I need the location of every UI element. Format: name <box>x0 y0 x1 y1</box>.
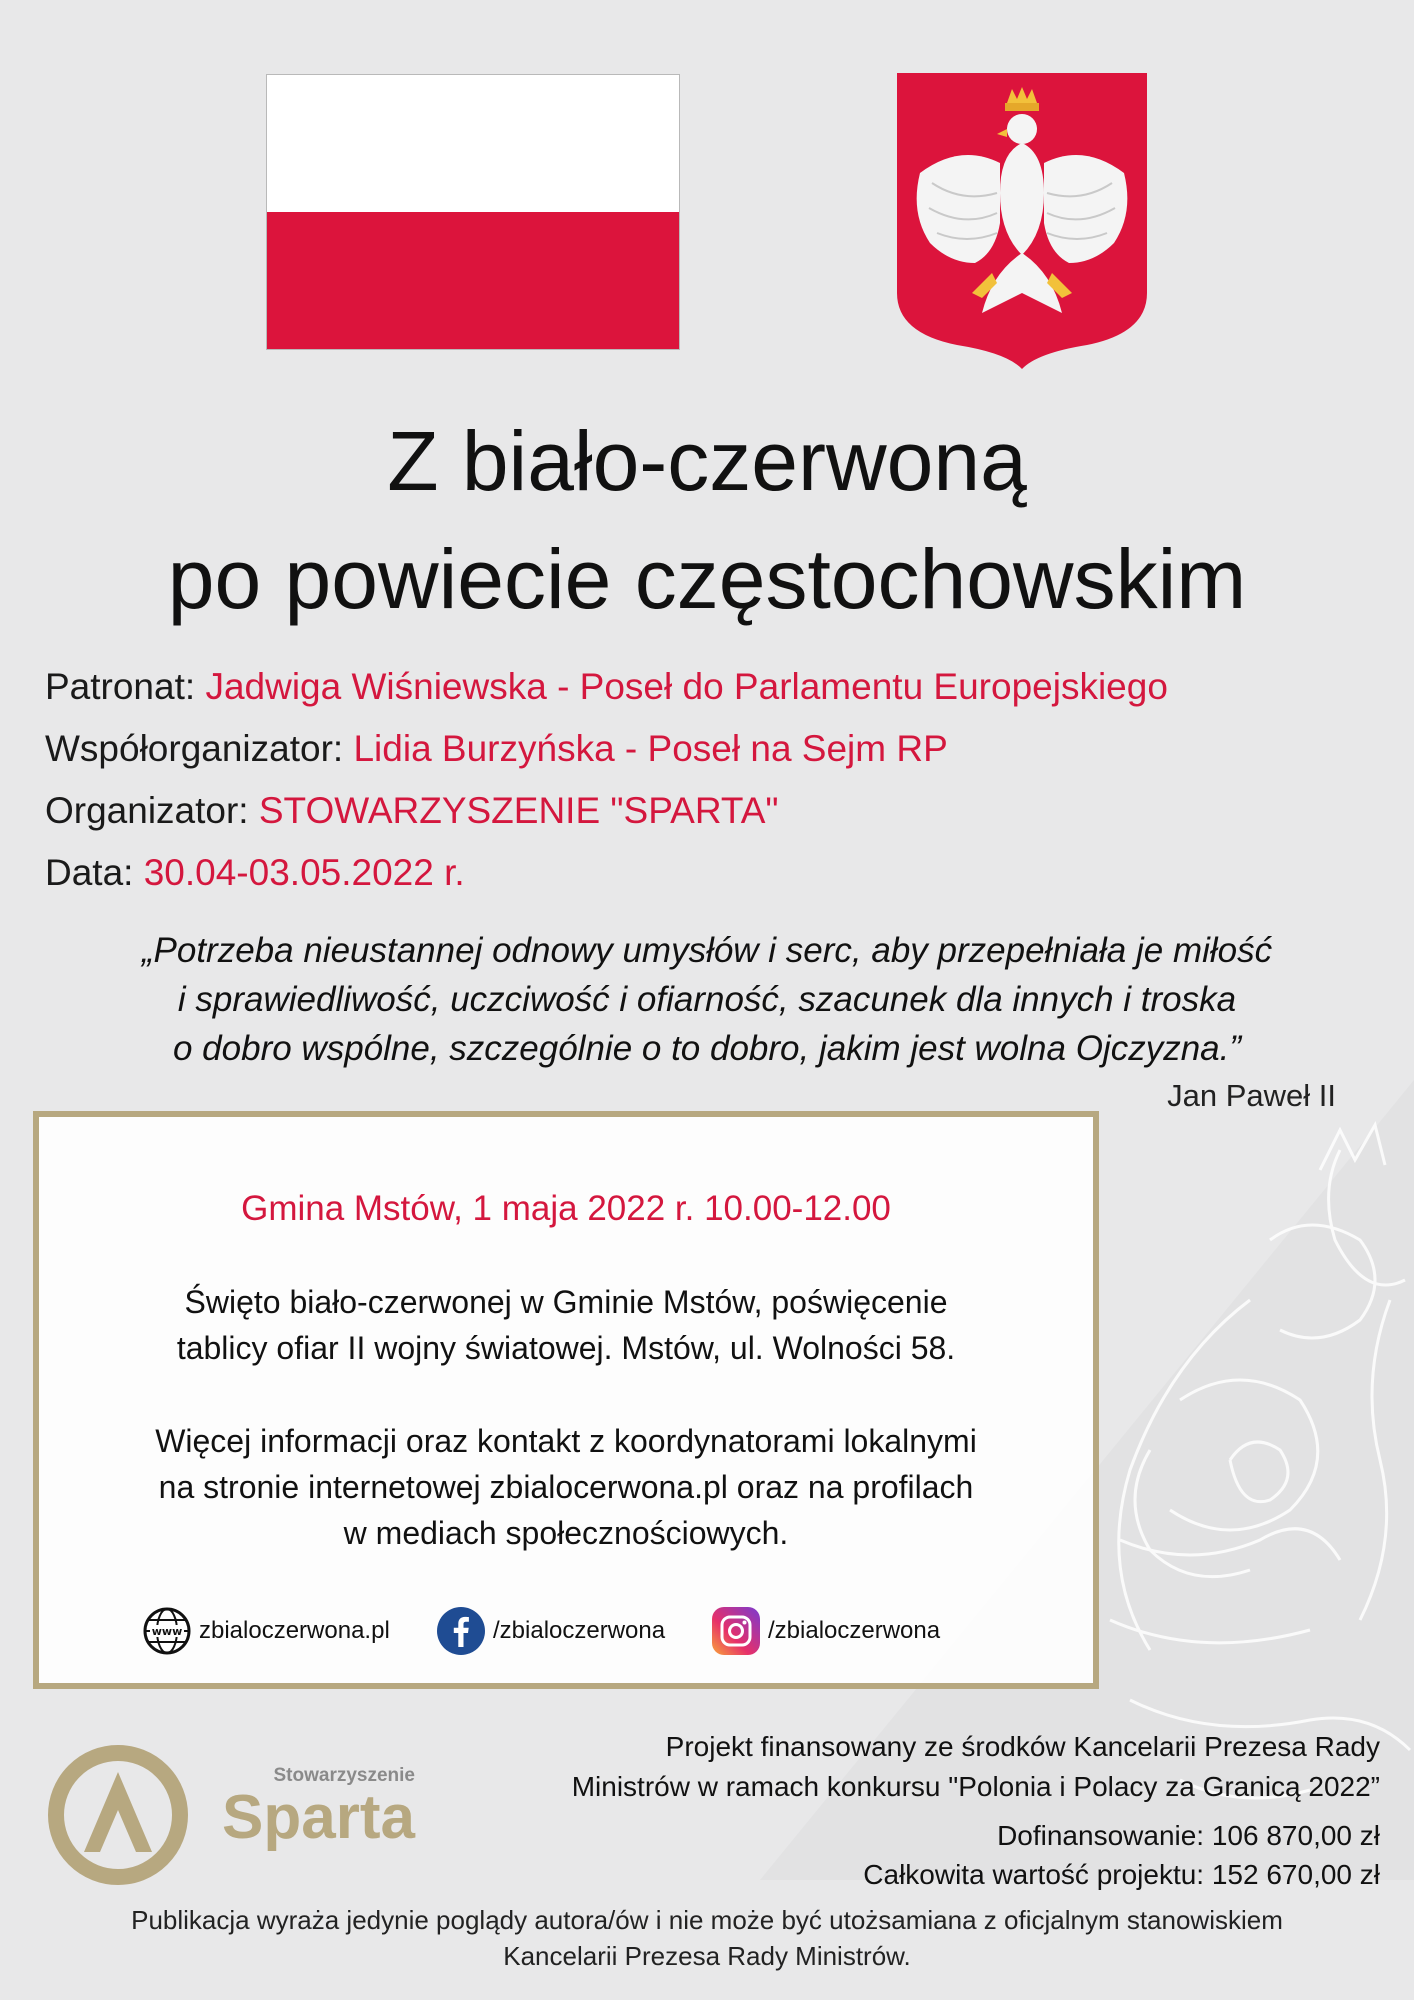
polish-coat-of-arms-icon <box>897 73 1147 369</box>
info-label: Współorganizator: <box>45 728 354 769</box>
event-description-line: tablicy ofiar II wojny światowej. Mstów, ul. Wolności 58. <box>176 1330 956 1366</box>
more-info-text <box>39 1418 1093 1556</box>
info-label: Data: <box>45 852 144 893</box>
disclaimer-line: Kancelarii Prezesa Rady Ministrów. <box>503 1941 911 1971</box>
title-line-1: Z biało-czerwoną <box>387 414 1027 508</box>
info-value: STOWARZYSZENIE "SPARTA" <box>258 790 779 831</box>
flag-white-stripe <box>267 75 679 212</box>
info-label: Patronat: <box>45 666 206 707</box>
logo-big-text: Sparta <box>222 1783 415 1852</box>
event-description <box>39 1279 1093 1371</box>
flag-red-stripe <box>267 212 679 349</box>
logo-small-text: Stowarzyszenie <box>273 1765 415 1786</box>
more-info-line: Więcej informacji oraz kontakt z koordynatorami lokalnymi <box>155 1423 977 1459</box>
instagram-link[interactable] <box>712 1606 940 1656</box>
globe-icon-text: www <box>151 1625 183 1638</box>
info-value: 30.04-03.05.2022 r. <box>143 852 465 893</box>
project-total-value: Całkowita wartość projektu: 152 670,00 zł <box>863 1859 1380 1890</box>
info-organizator <box>45 788 1405 834</box>
info-label: Organizator: <box>45 790 259 831</box>
quote <box>0 926 1414 1073</box>
sparta-logo <box>48 1740 428 1890</box>
disclaimer-line: Publikacja wyraża jedynie poglądy autora/ów i nie może być utożsamiana z oficjalnym stanowiskiem <box>131 1905 1283 1935</box>
website-link[interactable] <box>143 1606 390 1656</box>
funding-line: Projekt finansowany ze środków Kancelarii Prezesa Rady <box>665 1731 1380 1762</box>
quote-line-1: „Potrzeba nieustannej odnowy umysłów i serc, aby przepełniała je miłość <box>141 931 1273 970</box>
page-title <box>0 402 1414 638</box>
facebook-link-text[interactable]: /zbialoczerwona <box>493 1617 666 1644</box>
event-box <box>33 1111 1099 1689</box>
title-line-2: po powiecie częstochowskim <box>167 532 1247 626</box>
facebook-link[interactable] <box>437 1606 665 1656</box>
polish-flag <box>266 74 680 350</box>
quote-line-3: o dobro wspólne, szczególnie o to dobro, jakim jest wolna Ojczyzna.” <box>172 1029 1242 1068</box>
more-info-line: w mediach społecznościowych. <box>343 1515 789 1551</box>
disclaimer <box>0 1902 1414 1974</box>
quote-line-2: i sprawiedliwość, uczciwość i ofiarność, szacunek dla innych i troska <box>177 980 1237 1019</box>
event-description-line: Święto biało-czerwonej w Gminie Mstów, poświęcenie <box>184 1284 948 1320</box>
website-link-text[interactable]: zbialoczerwona.pl <box>199 1617 390 1644</box>
info-patronat <box>45 664 1405 710</box>
info-value: Jadwiga Wiśniewska - Poseł do Parlamentu Europejskiego <box>205 666 1168 707</box>
instagram-icon <box>712 1607 760 1655</box>
quote-author: Jan Paweł II <box>1167 1078 1336 1113</box>
info-value: Lidia Burzyńska - Poseł na Sejm RP <box>353 728 948 769</box>
globe-icon <box>143 1607 191 1655</box>
more-info-line: na stronie internetowej zbialocerwona.pl oraz na profilach <box>158 1469 974 1505</box>
funding-amount: Dofinansowanie: 106 870,00 zł <box>997 1820 1380 1851</box>
info-wspolorganizator <box>45 726 1405 772</box>
instagram-link-text[interactable]: /zbialoczerwona <box>768 1617 941 1644</box>
event-heading: Gmina Mstów, 1 maja 2022 r. 10.00-12.00 <box>241 1189 891 1228</box>
facebook-icon <box>437 1607 485 1655</box>
funding-line: Ministrów w ramach konkursu "Polonia i Polacy za Granicą 2022” <box>571 1771 1380 1802</box>
info-data <box>45 850 1405 896</box>
